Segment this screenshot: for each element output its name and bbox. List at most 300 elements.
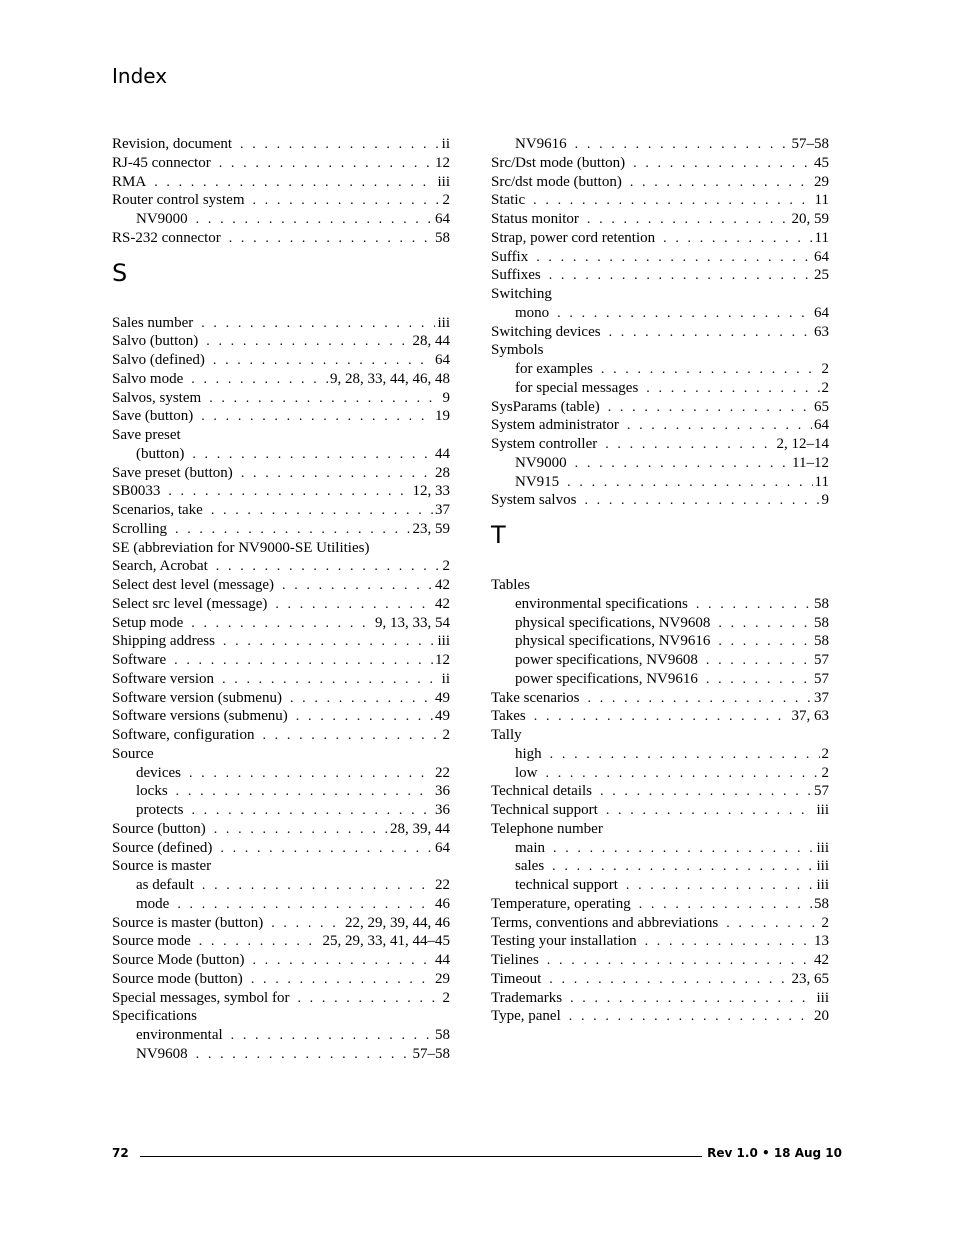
- index-term: mono: [515, 304, 550, 321]
- index-page-refs: 12: [435, 154, 450, 171]
- index-page-refs: 9, 28, 33, 44, 46, 48: [330, 370, 450, 387]
- index-group-label: [491, 341, 829, 359]
- leader-dots: [553, 840, 814, 858]
- leader-dots: [718, 615, 812, 633]
- index-term: Software: [112, 652, 167, 668]
- index-page-refs: 2: [821, 361, 829, 377]
- index-term: Take scenarios: [491, 689, 580, 706]
- index-term: protects: [136, 802, 184, 818]
- index-page-refs: 42: [814, 952, 829, 968]
- leader-dots: [201, 315, 435, 333]
- index-page-refs: 9: [821, 492, 829, 509]
- index-entry: [112, 482, 450, 500]
- leader-dots: [606, 802, 815, 820]
- index-entry: [112, 726, 450, 744]
- index-page-refs: 49: [435, 689, 450, 706]
- index-term: Salvos, system: [112, 389, 202, 406]
- index-term: Technical support: [491, 802, 598, 818]
- index-term: Source (button): [112, 820, 206, 837]
- index-entry: [491, 707, 829, 725]
- index-term: as default: [136, 877, 194, 893]
- index-page-refs: 64: [435, 211, 450, 227]
- index-term: Special messages, symbol for: [112, 989, 290, 1006]
- index-page-refs: 57–58: [791, 136, 829, 152]
- index-entry: [491, 398, 829, 416]
- leader-dots: [549, 971, 789, 989]
- index-page-refs: 57: [814, 783, 829, 800]
- index-entry: [112, 989, 450, 1007]
- index-term: SE (abbreviation for NV9000-SE Utilities): [112, 539, 370, 556]
- leader-dots: [213, 352, 433, 370]
- leader-dots: [575, 136, 790, 154]
- index-term: Save preset (button): [112, 464, 233, 481]
- index-term: Salvo (button): [112, 333, 199, 350]
- index-term: Select src level (message): [112, 595, 268, 612]
- index-term: Source mode (button): [112, 970, 243, 987]
- index-term: devices: [136, 764, 181, 781]
- index-term: Search, Acrobat: [112, 558, 208, 575]
- index-term: Source mode: [112, 933, 191, 950]
- index-term: Scrolling: [112, 520, 167, 537]
- index-entry: [491, 416, 829, 434]
- leader-dots: [189, 765, 433, 783]
- leader-dots: [202, 877, 433, 895]
- index-page-refs: 2: [442, 192, 450, 209]
- index-page-refs: 64: [814, 417, 829, 434]
- index-term: Specifications: [112, 1008, 197, 1025]
- index-term: power specifications, NV9616: [515, 670, 698, 687]
- leader-dots: [570, 990, 814, 1008]
- index-page-refs: 11: [814, 229, 829, 246]
- index-entry: [112, 932, 450, 950]
- index-term: Setup mode: [112, 614, 184, 631]
- index-page-refs: iii: [816, 802, 829, 818]
- index-page-refs: 12: [435, 652, 450, 668]
- leader-dots: [533, 192, 812, 210]
- leader-dots: [176, 783, 433, 801]
- index-entry: [491, 173, 829, 191]
- index-entry: [491, 932, 829, 950]
- leader-dots: [630, 174, 812, 192]
- index-page-refs: 37: [814, 689, 829, 706]
- index-subentry: [515, 876, 829, 894]
- index-page-refs: iii: [816, 839, 829, 856]
- page-number: 72: [112, 1146, 129, 1160]
- index-subentry: [515, 670, 829, 688]
- index-entry: [112, 651, 450, 669]
- index-entry: [112, 520, 450, 538]
- index-term: Software version (submenu): [112, 689, 282, 706]
- index-term: physical specifications, NV9608: [515, 614, 711, 631]
- index-page-refs: 57–58: [412, 1045, 450, 1062]
- index-page-refs: 2: [821, 745, 829, 762]
- index-entry: [491, 435, 829, 453]
- leader-dots: [241, 465, 433, 483]
- index-term: NV915: [515, 473, 560, 490]
- index-term: Takes: [491, 708, 526, 725]
- index-term: Tables: [491, 577, 530, 593]
- index-term: Scenarios, take: [112, 502, 203, 518]
- index-entry: [112, 614, 450, 632]
- index-group-label: [112, 745, 450, 763]
- index-entry: [112, 557, 450, 575]
- index-entry: [491, 229, 829, 247]
- index-term: technical support: [515, 877, 618, 893]
- leader-dots: [211, 502, 433, 520]
- index-subentry: [515, 473, 829, 491]
- index-page-refs: 2, 12–14: [776, 436, 829, 452]
- leader-dots: [196, 211, 433, 229]
- page-title: Index: [112, 64, 168, 88]
- index-entry: [112, 914, 450, 932]
- index-term: RS-232 connector: [112, 229, 221, 246]
- leader-dots: [696, 596, 812, 614]
- index-entry: [491, 782, 829, 800]
- index-subentry: [515, 379, 829, 397]
- index-group-label: [112, 1007, 450, 1025]
- leader-dots: [252, 192, 440, 210]
- index-page-refs: 2: [442, 727, 450, 743]
- leader-dots: [588, 690, 813, 708]
- leader-dots: [252, 952, 433, 970]
- index-term: low: [515, 764, 538, 781]
- index-term: Revision, document: [112, 136, 232, 152]
- index-term: Salvo mode: [112, 370, 184, 387]
- leader-dots: [534, 708, 790, 726]
- index-term: NV9000: [515, 454, 567, 471]
- index-page-refs: 9, 13, 33, 54: [375, 614, 450, 631]
- index-term: Src/Dst mode (button): [491, 154, 626, 171]
- index-entry: [112, 229, 450, 247]
- index-subentry: [136, 801, 450, 819]
- index-subentry: [136, 876, 450, 894]
- leader-dots: [600, 783, 812, 801]
- index-page-refs: iii: [816, 877, 829, 893]
- leader-dots: [575, 455, 790, 473]
- leader-dots: [223, 633, 436, 651]
- leader-dots: [626, 877, 815, 895]
- index-page-refs: 11: [814, 473, 829, 490]
- index-group-label: [491, 820, 829, 838]
- leader-dots: [646, 380, 819, 398]
- index-page-refs: 44: [435, 445, 450, 462]
- index-entry: [112, 191, 450, 209]
- leader-dots: [275, 596, 433, 614]
- leader-dots: [219, 155, 433, 173]
- index-group-label: [491, 285, 829, 303]
- leader-dots: [297, 990, 440, 1008]
- index-term: for examples: [515, 361, 593, 377]
- index-page-refs: iii: [437, 633, 450, 650]
- index-entry: [112, 135, 450, 153]
- leader-dots: [216, 558, 441, 576]
- leader-dots: [550, 746, 820, 764]
- index-page-refs: iii: [816, 989, 829, 1006]
- index-page-refs: 57: [814, 670, 829, 687]
- index-subentry: [515, 651, 829, 669]
- index-page-refs: 2: [821, 914, 829, 931]
- index-term: SB0033: [112, 483, 161, 500]
- index-term: high: [515, 745, 542, 762]
- index-group-label: [491, 576, 829, 594]
- index-page-refs: 25: [814, 267, 829, 284]
- index-entry: [112, 314, 450, 332]
- index-page-refs: 22, 29, 39, 44, 46: [345, 914, 450, 931]
- leader-dots: [726, 915, 819, 933]
- leader-dots: [536, 249, 812, 267]
- index-subentry: [515, 135, 829, 153]
- index-page-refs: 44: [435, 952, 450, 968]
- index-entry: [491, 210, 829, 228]
- index-page-refs: 45: [814, 154, 829, 171]
- index-term: physical specifications, NV9616: [515, 633, 711, 650]
- leader-dots: [240, 136, 440, 154]
- index-group-label: [491, 726, 829, 744]
- index-subentry: [136, 764, 450, 782]
- leader-dots: [633, 155, 812, 173]
- index-term: Src/dst mode (button): [491, 173, 622, 190]
- index-term: Static: [491, 192, 526, 209]
- index-term: Suffixes: [491, 267, 541, 284]
- footer-rule: [140, 1156, 702, 1157]
- index-entry: [112, 389, 450, 407]
- index-subentry: [136, 445, 450, 463]
- leader-dots: [154, 174, 435, 192]
- index-subentry: [136, 210, 450, 228]
- index-term: NV9000: [136, 211, 188, 227]
- index-term: SysParams (table): [491, 398, 600, 415]
- index-term: Technical details: [491, 783, 592, 800]
- index-entry: [112, 970, 450, 988]
- index-term: environmental: [136, 1027, 223, 1043]
- index-entry: [491, 491, 829, 509]
- index-term: Salvo (defined): [112, 352, 205, 368]
- index-entry: [491, 1007, 829, 1025]
- index-term: Telephone number: [491, 820, 603, 837]
- leader-dots: [229, 230, 433, 248]
- index-page-refs: 64: [435, 352, 450, 368]
- index-term: Type, panel: [491, 1008, 561, 1025]
- index-subentry: [136, 1045, 450, 1063]
- index-term: NV9608: [136, 1045, 188, 1062]
- index-term: Tally: [491, 727, 522, 743]
- leader-dots: [552, 858, 814, 876]
- index-group-label: [112, 426, 450, 444]
- index-term: System controller: [491, 436, 598, 452]
- leader-dots: [546, 765, 820, 783]
- index-entry: [491, 895, 829, 913]
- index-page-refs: 37: [435, 502, 450, 518]
- index-page-refs: 57: [814, 652, 829, 668]
- index-page-refs: 9: [442, 389, 450, 406]
- index-term: environmental specifications: [515, 595, 688, 612]
- index-term: Symbols: [491, 342, 544, 359]
- leader-dots: [214, 821, 388, 839]
- index-term: Timeout: [491, 970, 542, 987]
- index-term: Select dest level (message): [112, 577, 275, 593]
- index-page-refs: 46: [435, 895, 450, 912]
- leader-dots: [567, 474, 812, 492]
- leader-dots: [639, 896, 812, 914]
- index-term: Software version: [112, 670, 215, 687]
- leader-dots: [608, 399, 812, 417]
- index-entry: [491, 951, 829, 969]
- revision-label: Rev 1.0 • 18 Aug 10: [707, 1146, 842, 1160]
- index-page-refs: 58: [814, 895, 829, 912]
- index-entry: [112, 332, 450, 350]
- index-page-refs: 23, 65: [791, 970, 829, 987]
- index-page-refs: 42: [435, 595, 450, 612]
- index-subentry: [515, 614, 829, 632]
- index-entry: [112, 351, 450, 369]
- leader-dots: [587, 211, 790, 229]
- leader-dots: [192, 446, 433, 464]
- index-entry: [491, 191, 829, 209]
- leader-dots: [175, 521, 411, 539]
- leader-dots: [569, 1008, 812, 1026]
- leader-dots: [177, 896, 433, 914]
- leader-dots: [222, 671, 440, 689]
- leader-dots: [609, 324, 812, 342]
- index-term: (button): [136, 445, 185, 462]
- index-entry: [112, 951, 450, 969]
- index-subentry: [515, 595, 829, 613]
- index-page-refs: 65: [814, 398, 829, 415]
- index-subentry: [515, 745, 829, 763]
- index-page-refs: 2: [821, 379, 829, 396]
- index-entry: [112, 464, 450, 482]
- index-entry: [491, 914, 829, 932]
- leader-dots: [271, 915, 343, 933]
- index-subentry: [515, 764, 829, 782]
- index-term: System administrator: [491, 417, 619, 434]
- index-page-refs: 58: [435, 229, 450, 246]
- index-page-refs: 19: [435, 408, 450, 425]
- index-term: Shipping address: [112, 633, 215, 650]
- index-term: Switching devices: [491, 323, 601, 340]
- index-page-refs: 2: [821, 764, 829, 781]
- index-page-refs: 42: [435, 577, 450, 593]
- index-page-refs: 28, 44: [412, 333, 450, 350]
- index-page-refs: ii: [441, 670, 450, 687]
- index-term: NV9616: [515, 136, 567, 152]
- index-page-refs: 28: [435, 464, 450, 481]
- index-subentry: [136, 782, 450, 800]
- leader-dots: [601, 361, 820, 379]
- index-page-refs: 36: [435, 783, 450, 800]
- index-term: power specifications, NV9608: [515, 652, 698, 668]
- index-page-refs: 23, 59: [412, 520, 450, 537]
- leader-dots: [168, 483, 410, 501]
- leader-dots: [557, 305, 812, 323]
- index-subentry: [515, 857, 829, 875]
- index-term: Software, configuration: [112, 727, 255, 743]
- index-page-refs: 37, 63: [791, 708, 829, 725]
- index-page-refs: 25, 29, 33, 41, 44–45: [322, 933, 450, 950]
- index-page-refs: iii: [437, 314, 450, 331]
- index-entry: [112, 595, 450, 613]
- leader-dots: [206, 333, 410, 351]
- section-letter-heading: T: [491, 521, 506, 550]
- index-page-refs: 58: [814, 595, 829, 612]
- index-page-refs: 49: [435, 708, 450, 725]
- index-term: Testing your installation: [491, 933, 637, 950]
- index-entry: [491, 801, 829, 819]
- index-page-refs: 2: [442, 558, 450, 575]
- index-entry: [112, 707, 450, 725]
- index-term: System salvos: [491, 492, 577, 509]
- index-subentry: [515, 360, 829, 378]
- index-entry: [491, 266, 829, 284]
- index-term: Router control system: [112, 192, 245, 209]
- index-term: Source: [112, 745, 154, 762]
- index-subentry: [515, 632, 829, 650]
- leader-dots: [201, 408, 433, 426]
- section-letter-heading: S: [112, 258, 128, 287]
- index-entry: [112, 501, 450, 519]
- index-entry: [112, 689, 450, 707]
- index-page-refs: 64: [435, 839, 450, 856]
- index-page-refs: 58: [814, 614, 829, 631]
- index-entry: [112, 632, 450, 650]
- index-page-refs: 58: [435, 1027, 450, 1043]
- leader-dots: [282, 577, 433, 595]
- leader-dots: [191, 615, 373, 633]
- index-entry: [112, 839, 450, 857]
- index-term: Software versions (submenu): [112, 708, 288, 725]
- index-term: mode: [136, 895, 170, 912]
- leader-dots: [645, 933, 812, 951]
- leader-dots: [718, 633, 812, 651]
- index-entry: [491, 689, 829, 707]
- index-page-refs: 11: [814, 192, 829, 209]
- index-entry: [491, 154, 829, 172]
- index-subentry: [515, 454, 829, 472]
- index-entry: [491, 989, 829, 1007]
- index-term: Temperature, operating: [491, 895, 631, 912]
- index-page-refs: 28, 39, 44: [390, 820, 450, 837]
- index-page-refs: 63: [814, 323, 829, 340]
- index-page-refs: 22: [435, 877, 450, 893]
- index-page-refs: 12, 33: [412, 483, 450, 500]
- index-term: RMA: [112, 173, 147, 190]
- index-entry: [112, 820, 450, 838]
- index-term: for special messages: [515, 379, 639, 396]
- index-page-refs: 29: [814, 173, 829, 190]
- index-page-refs: 36: [435, 802, 450, 818]
- index-subentry: [136, 895, 450, 913]
- leader-dots: [296, 708, 433, 726]
- leader-dots: [627, 417, 812, 435]
- index-subentry: [136, 1026, 450, 1044]
- index-entry: [491, 248, 829, 266]
- index-term: Status monitor: [491, 211, 579, 227]
- index-entry: [491, 970, 829, 988]
- index-entry: [112, 370, 450, 388]
- index-term: Switching: [491, 286, 552, 302]
- index-page-refs: ii: [441, 136, 450, 152]
- index-term: Save preset: [112, 427, 181, 443]
- index-page-refs: 20: [814, 1008, 829, 1025]
- index-page-refs: 11–12: [792, 454, 829, 471]
- index-entry: [491, 323, 829, 341]
- index-term: Source is master: [112, 858, 212, 875]
- index-page-refs: 29: [435, 970, 450, 987]
- leader-dots: [549, 267, 812, 285]
- index-subentry: [515, 304, 829, 322]
- leader-dots: [231, 1027, 433, 1045]
- leader-dots: [547, 952, 812, 970]
